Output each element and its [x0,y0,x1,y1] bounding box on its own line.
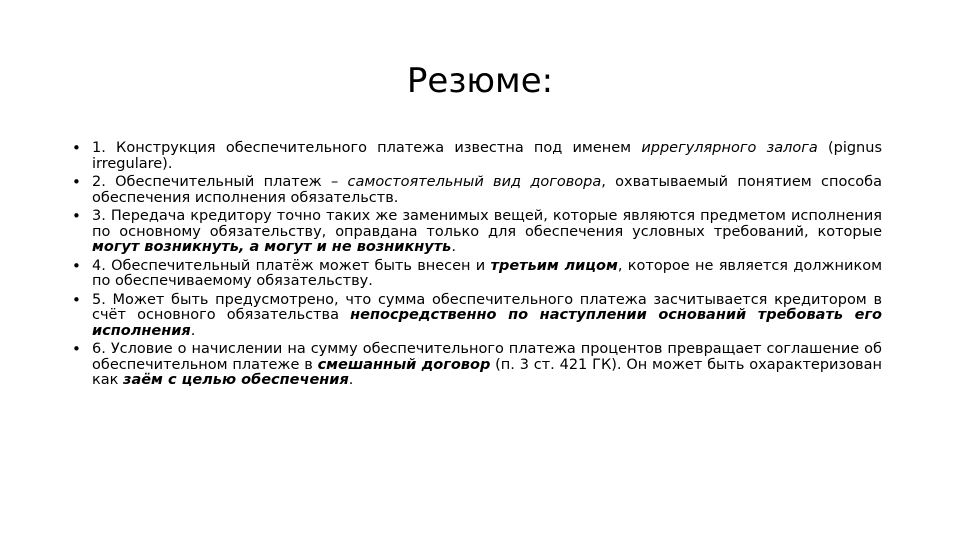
bullet-icon: • [72,173,81,191]
emphasis-text: третьим лицом [490,257,618,274]
bullet-text: (п. 3 ст. 421 ГК). Он может быть охарактеризован как [92,356,882,388]
bullet-text: 4. Обеспечительный платёж может быть внесен и [92,257,491,274]
emphasis-text: заём с целью обеспечения [123,372,349,388]
slide-title: Резюме: [406,61,554,101]
bullet-item [72,141,882,172]
bullet-text: 6. Условие о начислении на сумму обеспечительного платежа процентов превращает соглашение об обеспечительном платеже в [92,341,882,373]
bullet-item [72,175,882,206]
bullet-text: , которое не является должником по обеспечиваемому обязательству. [92,257,883,289]
bullet-text: . [451,239,456,255]
bullet-text: . [190,322,196,339]
bullet-text: 2. Обеспечительный платеж – [92,174,348,190]
emphasis-text: могут возникнуть, а могут и не возникнуть [92,239,452,255]
bullet-item [72,290,882,340]
emphasis-text: смешанный договор [317,356,491,373]
bullet-item [72,209,882,256]
bullet-text: 1. Конструкция обеспечительного платежа известна под именем [92,140,642,156]
bullet-icon: • [72,139,81,157]
emphasis-text: иррегулярного залога [641,140,818,156]
bullet-item [72,256,883,290]
bullet-text: , охватываемый понятием способа обеспечения исполнения обязательств. [92,174,882,206]
bullet-text: 5. Может быть предусмотрено, что сумма обеспечительного платежа засчитывается кредитором в счёт основного обязательства [92,291,882,323]
bullet-list [72,141,882,392]
bullet-text: (pignus irregulare). [92,140,882,172]
bullet-icon: • [72,340,81,358]
emphasis-text: непосредственно по наступлении оснований требовать его исполнения [92,307,882,339]
emphasis-text: самостоятельный вид договора [347,174,602,190]
bullet-icon: • [72,256,81,275]
bullet-text: . [348,372,354,388]
bullet-icon: • [72,207,81,225]
bullet-item [72,342,882,389]
bullet-icon: • [72,290,81,309]
bullet-text: 3. Передача кредитору точно таких же заменимых вещей, которые являются предметом исполнения по основному обязательству, оправдана только для обеспечения условных требований, которые [92,208,882,240]
